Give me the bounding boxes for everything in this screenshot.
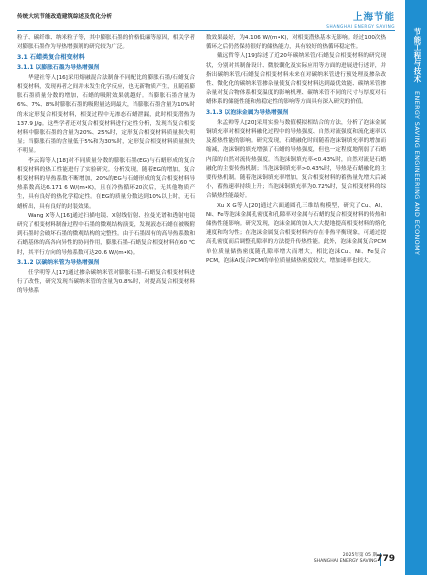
brand-en: SHANGHAI ENERGY SAVING <box>326 24 395 29</box>
paragraph: 数效果最好，为4.106 W/(m•K)，对相变潜热基本无影响。经过100次热循环之后仍然保持很好的储热能力，具有较好的热循环稳定性。 <box>206 35 386 51</box>
issue-label: 2025年第 05 期 <box>342 553 377 558</box>
page-number: 779 <box>376 554 395 564</box>
paragraph: 任学明等人[17]通过掺杂碳纳米管对膨胀石墨-石蜡复合相变材料进行了改性，研究发现当碳纳米管的含量为0.8%时，对提高复合相变材料的导热系 <box>17 270 195 295</box>
brand-cn: 上海节能 <box>352 12 395 23</box>
paragraph: Wang X等人[16]通过扫描电镜、X射线衍射、拉曼光谱和透射电镜研究了相变材料制备过程中石墨的微观结构演变，发现液态石蜡在被吸附到石墨时会破坏石墨的微观结构的完整性。由于石墨固有的高导热系数和石蜡基体的高各向异性的协同作用，膨胀石墨-石蜡复合相变材料在60 ℃时，其平行方向的导热系数可达20.6 W/(m•K)。 <box>17 212 195 256</box>
paragraph: 朱孟帅等人[20]采用实验与数值模拟相结合的方法，分析了泡沫金属铜填充率对相变材料融化过程中的导热强度、自然对流强度和流化速率以及蓄热性能的影响。研究发现，石蜡融化时间随着泡沫铜填充率的增加而缩减，泡沫铜的填充增强了石蜡的导热强度，但也一定程度地削弱了石蜡内部的自然对流传热强度。当泡沫铜填充率<0.43%时，自然对流是石蜡融化的主要传热机制；当泡沫铜填充率>0.43%时，导热是石蜡融化的主要传热机制。随着泡沫铜填充率增加，复合相变材料的蓄热量先增大后减小，蓄热速率持续上升；当泡沫铜填充率为0.72%时，复合相变材料的综合储热性能最好。 <box>206 119 386 200</box>
paragraph: 粒子、碳纤维、纳米粒子等，其中膨胀石墨的价格低廉等原因，相关学者对膨胀石墨作为导热增强剂的研究较为广泛。 <box>17 35 195 51</box>
side-tab-cn: 节能工程与技术 <box>413 28 422 83</box>
left-column <box>17 34 195 297</box>
footer-text <box>314 553 377 565</box>
section-heading: 3.1 石蜡类复合相变材料 <box>17 54 85 62</box>
side-tab-text <box>412 28 423 255</box>
running-header: 传统大坑节能改造建筑综述及优化分析 <box>17 14 113 20</box>
section-side-tab <box>405 0 427 575</box>
paragraph: 华建社等人[16]采用熔融混合法制备不同配比的膨胀石墨/石蜡复合相变材料，发现再者之间并未发生化学反应，也无新物质产生，且随着膨胀石墨质量分数的增加，石蜡的吸附效果就越好。当膨胀石墨含量为6%、7%、8%时膨胀石墨的吸附量达到最大，当膨胀石墨含量为10%时的未定形复合相变材料，相变过程中无渗态石蜡泄漏，此时相变潜热为137.9 J/g。这些学者还对复合相变材料进行定性分析，发现当复合相变材料中膨胀石墨的含量为20%、25%时，定形复合相变材料质量损失明显；当膨胀石墨的含量低于5%和为30%时，定形复合相变材料质量损失不明显。 <box>17 74 195 155</box>
header-rule <box>17 30 395 31</box>
journal-brand <box>326 9 395 29</box>
subsection-heading: 3.1.1 以膨胀石墨为导热增强剂 <box>17 64 100 71</box>
side-tab-en: ENERGY SAVING ENGINEERING AND ECONOMY <box>413 91 421 256</box>
subsection-heading: 3.1.3 以泡沫金属为导热增强剂 <box>206 109 289 116</box>
paragraph: Xu X G等人[20]通过六面通圆孔三维结构模型，研究了Cu、Al、Ni、Fe等泡沫金属孔密度和孔隙率对金属与石蜡的复合相变材料的传热和储热性能影响。研究发现，泡沫金属的加入大大提地提高相变材料的熔化速度和均匀性；在泡沫金属复合相变材料内存在非热平衡现象，可通过提高孔密度而后调整孔隙率的方法提升传热性能。此外，泡沫金属复合PCM单位质量储热密度随孔隙率增大而增大，相比泡沫Cu、Ni、Fe复合PCM，泡沫Al复合PCM的单位质量储热密度较大，增加速率也较大。 <box>206 202 386 264</box>
paragraph: 戴远哲等人[19]综述了近20年碳纳米管/石蜡复合相变材料的研究现状，分别对其制备设计、微胶囊化及实际应用等方面的进展进行述评，并指出碳纳米管/石蜡复合相变材料未来在对碳纳米管进行预处理及掺杂改性、微化化的碳纳米管掺杂量使复合相变材料达到最优效能、碳纳米管掺杂量对复合物体系相变温度的影响机理、碳纳米管不同的尺寸与厚度对石蜡体系的储能性能和热稳定性的影响等方面具有深入研究的价值。 <box>206 53 386 106</box>
subsection-heading: 3.1.2 以碳纳米管为导热增强剂 <box>17 259 100 266</box>
paragraph: 李云海等人[18]对不同质量分数的膨胀石墨(EG)与石蜡形成的复合相变材料的热工性能进行了实验研究。分析发现，随着EG的增加，复合相变材料的导热系数不断增加，20%的EG与石蜡形成的复合相变材料导热系数高达6.171 6 W/(m•K)，且在冷热循环20次后，无其他物质产生，具有良好的热化学稳定性。在EG的质量分数达到10%以上时，无石蜡析出，具有良好的封装效果。 <box>17 157 195 210</box>
footer-journal-en: SHANGHAI ENERGY SAVING <box>313 559 377 564</box>
right-column <box>206 34 386 266</box>
